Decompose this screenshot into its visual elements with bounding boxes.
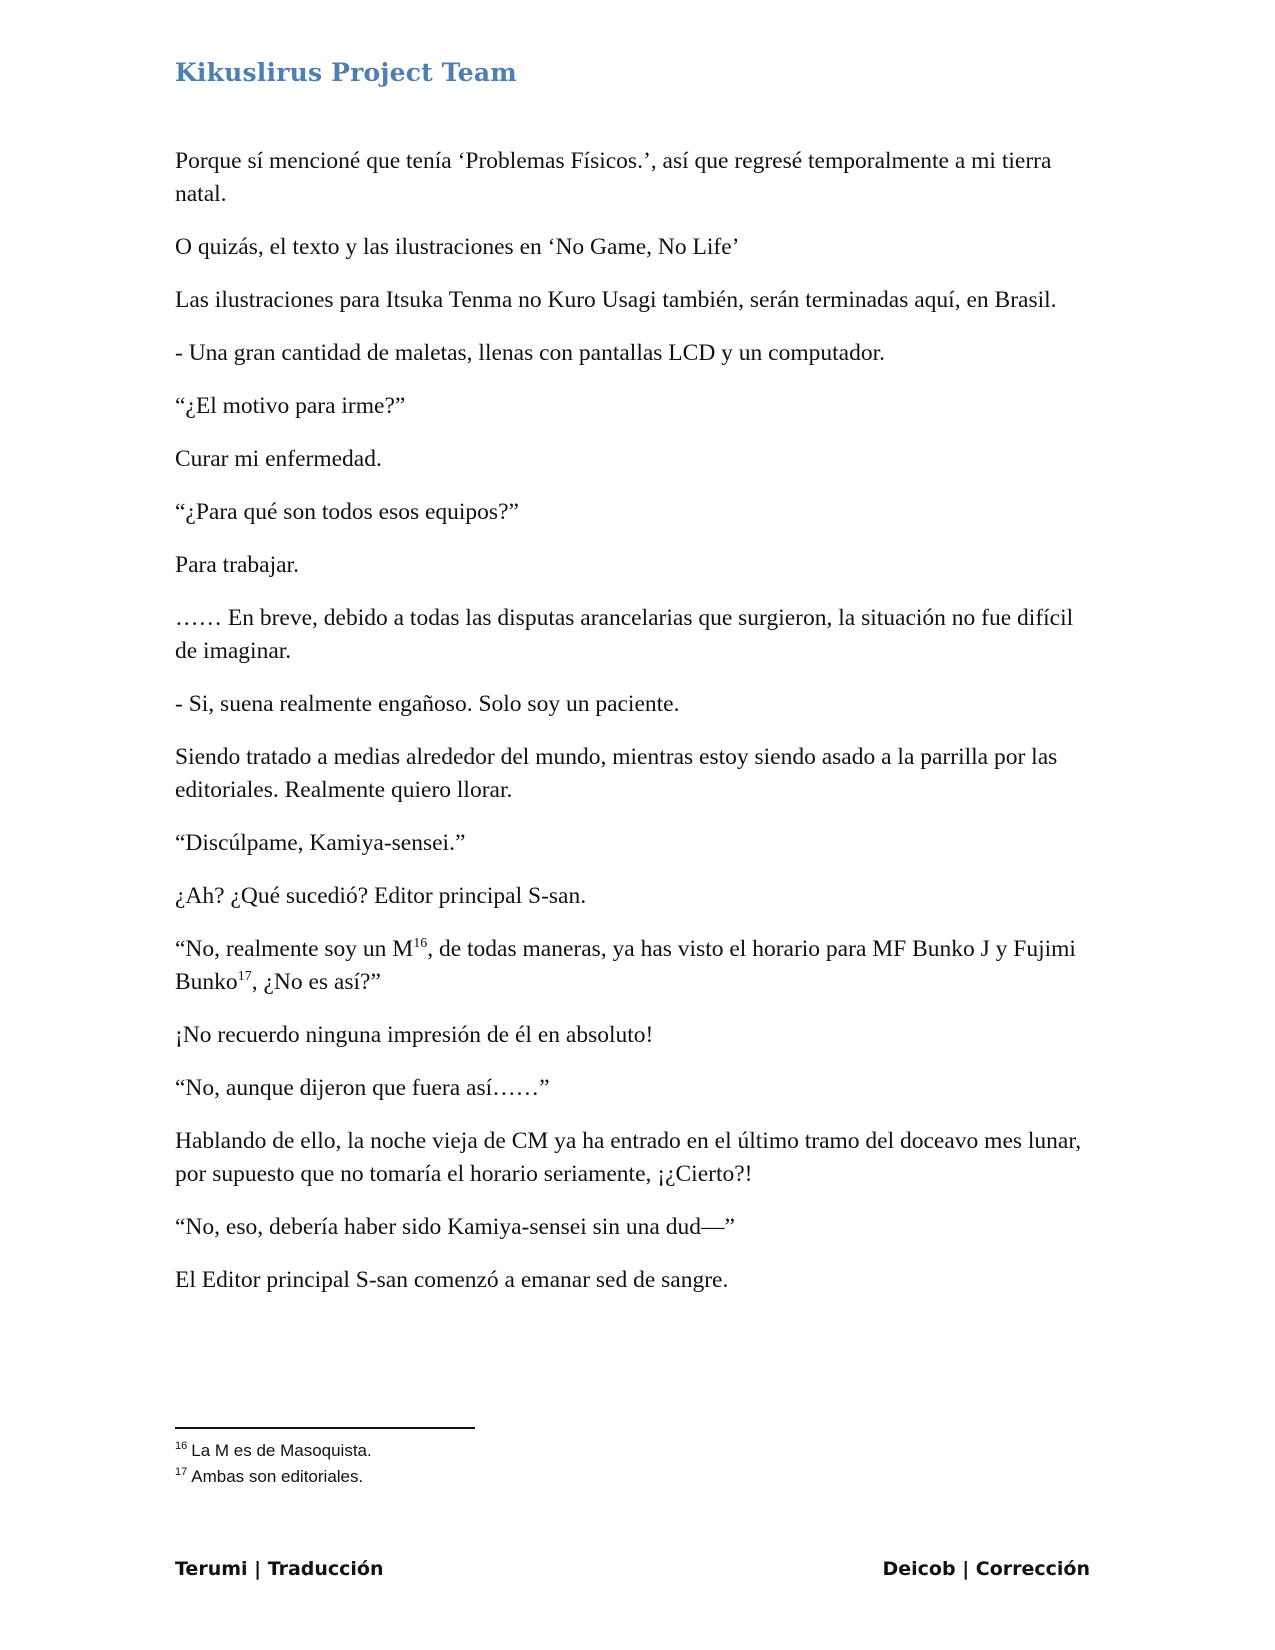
paragraph: “¿Para qué son todos esos equipos?” <box>175 499 519 525</box>
paragraph: …… En breve, debido a todas las disputas arancelarias que surgieron, la situación no fue difícil de imaginar. <box>175 605 1074 664</box>
footnote-text: La M es de Masoquista. <box>191 1441 372 1460</box>
paragraph: Las ilustraciones para Itsuka Tenma no Kuro Usagi también, serán terminadas aquí, en Brasil. <box>175 287 1057 313</box>
paragraph-text: “No, realmente soy un M <box>175 936 414 962</box>
paragraph: ¡No recuerdo ninguna impresión de él en absoluto! <box>175 1022 654 1048</box>
paragraph: “Discúlpame, Kamiya-sensei.” <box>175 830 466 856</box>
footnote-number: 16 <box>175 1440 188 1453</box>
footnote-separator <box>175 1427 475 1429</box>
footnote-text: Ambas son editoriales. <box>191 1467 364 1486</box>
paragraph: Siendo tratado a medias alrededor del mundo, mientras estoy siendo asado a la parrilla por las editoriales. Realmente quiero llorar. <box>175 744 1058 803</box>
paragraph: El Editor principal S-san comenzó a emanar sed de sangre. <box>175 1267 729 1293</box>
footnotes <box>175 1438 372 1490</box>
document-body <box>175 145 1090 1317</box>
footnote-number: 17 <box>175 1466 188 1479</box>
footnote-item <box>175 1464 372 1490</box>
paragraph: - Una gran cantidad de maletas, llenas con pantallas LCD y un computador. <box>175 340 886 366</box>
paragraph-with-footnotes <box>175 933 1090 999</box>
paragraph: “No, aunque dijeron que fuera así……” <box>175 1075 550 1101</box>
paragraph: Para trabajar. <box>175 552 299 578</box>
footnote-item <box>175 1438 372 1464</box>
paragraph: Porque sí mencioné que tenía ‘Problemas Físicos.’, así que regresé temporalmente a mi tierra natal. <box>175 148 1052 207</box>
footnote-reference-16: 16 <box>413 936 428 952</box>
paragraph-text: , de todas maneras, ya has visto el horario para MF Bunko J y Fujimi Bunko <box>175 936 1076 995</box>
footer-translation-credit: Terumi | Traducción <box>175 1558 384 1580</box>
paragraph: O quizás, el texto y las ilustraciones en ‘No Game, No Life’ <box>175 234 740 260</box>
paragraph: - Si, suena realmente engañoso. Solo soy un paciente. <box>175 691 680 717</box>
paragraph: Curar mi enfermedad. <box>175 446 382 472</box>
document-header-title: Kikuslirus Project Team <box>175 58 517 87</box>
paragraph: “¿El motivo para irme?” <box>175 393 406 419</box>
footnote-reference-17: 17 <box>237 969 252 985</box>
paragraph: “No, eso, debería haber sido Kamiya-sensei sin una dud—” <box>175 1214 735 1240</box>
footer-correction-credit: Deicob | Corrección <box>882 1558 1090 1580</box>
paragraph-text: , ¿No es así?” <box>251 969 381 995</box>
paragraph: ¿Ah? ¿Qué sucedió? Editor principal S-san. <box>175 883 587 909</box>
paragraph: Hablando de ello, la noche vieja de CM ya ha entrado en el último tramo del doceavo mes lunar, por supuesto que no tomaría el horario seriamente, ¡¿Cierto?! <box>175 1128 1082 1187</box>
